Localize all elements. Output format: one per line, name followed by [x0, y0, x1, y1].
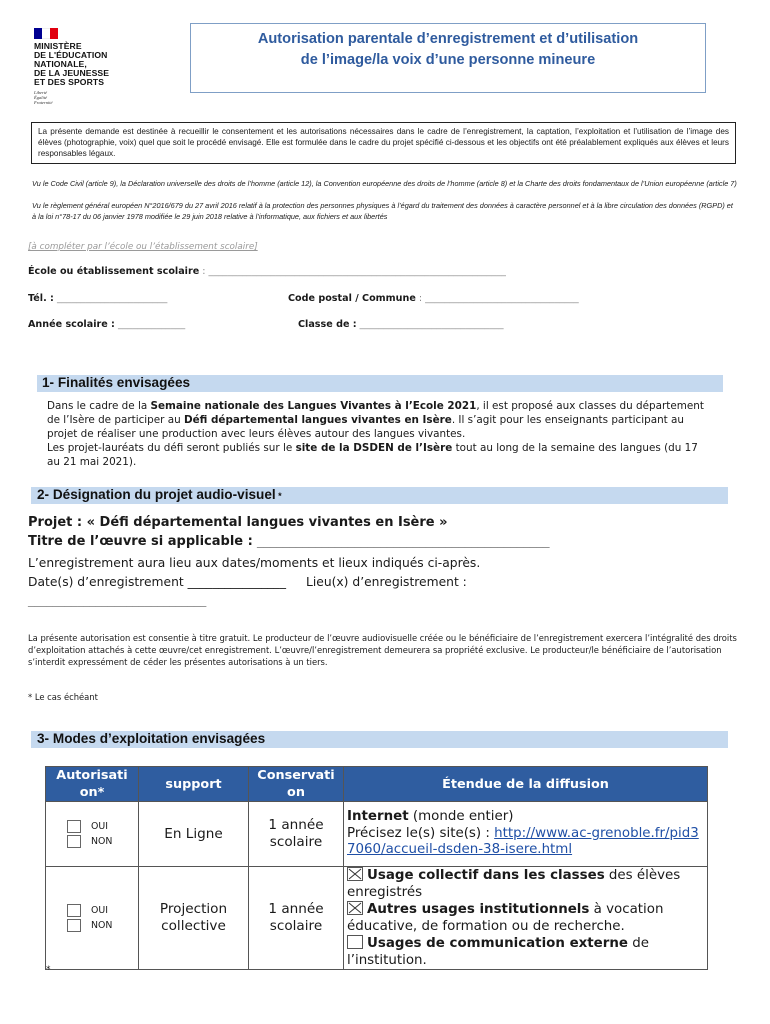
communication-externe-checkbox[interactable]: [347, 935, 363, 949]
postal-field[interactable]: [288, 293, 579, 304]
legal-ref-2-text: Vu le règlement général européen N°2016/679 du 27 avril 2016 relatif à la protection des personnes physiques à l’égard du traitement des données à caractère personnel et à la libre circulation des données (RGPD) et à la loi n°78-17 du 06 janvier 1978 modifiée le 29 juin 2018 relative à l’informatique, aux fichiers et aux libertés: [32, 201, 733, 221]
non-option-2[interactable]: NON: [46, 919, 138, 932]
school-field[interactable]: [28, 266, 506, 277]
logo-line-5: ET DES SPORTS: [34, 77, 105, 87]
recording-intro: L’enregistrement aura lieu aux dates/moments et lieux indiqués ci-après.: [28, 556, 481, 570]
non-option-1[interactable]: NON: [46, 835, 138, 848]
header-support: support: [139, 767, 249, 802]
legal-ref-1-text: Vu le Code Civil (article 9), la Déclaration universelle des droits de l’homme (article 12), la Convention européenne des droits de l’homme (article 8) et la Charte des droits fondamentaux de l’Union européenne (article 7): [32, 179, 737, 188]
autorisation-cell-2: [46, 867, 139, 970]
section2-header: [31, 487, 728, 504]
tel-field[interactable]: [28, 293, 167, 304]
ministry-logo: [34, 28, 144, 105]
logo-line-1: MINISTÈRE: [34, 41, 82, 51]
lieux-field[interactable]: Lieu(x) d’enregistrement :: [305, 575, 467, 589]
logo-line-2: DE L'ÉDUCATION: [34, 50, 108, 60]
complete-note: [à compléter par l’école ou l’établissement scolaire]: [28, 242, 258, 252]
intro-box: [31, 122, 736, 164]
oui-checkbox-1[interactable]: [67, 820, 81, 833]
conservation-2: 1 année scolaire: [249, 867, 344, 970]
dsden-site-link[interactable]: http://www.ac-grenoble.fr/pid37060/accueil-dsden-38-isere.html: [347, 825, 699, 858]
year-blank: ______________: [114, 319, 186, 330]
intro-text: La présente demande est destinée à recueillir le consentement et les autorisations nécessaires dans le cadre de l’enregistrement, la captation, l’exploitation et l’utilisation de l’image des élèves (photographie, voix) quel que soit le procédé envisagé. Elle est formulée dans le cadre du projet spécifié ci-dessous et les objectifs ont été préalablement expliqués aux élèves et leurs responsables légaux.: [38, 127, 729, 159]
postal-blank: : ________________________________: [415, 293, 579, 304]
support-en-ligne: En Ligne: [139, 802, 249, 867]
year-field[interactable]: [28, 319, 185, 330]
school-label: École ou établissement scolaire: [28, 266, 200, 277]
legal-ref-2: [32, 201, 737, 222]
section1-paragraph-1: Dans le cadre de la Semaine nationale des Langues Vivantes à l’Ecole 2021, il est proposé aux classes du département de l’Isère de participer au Défi départemental langues vivantes en Isère. Il s’agit pour les enseignants participant au projet de réaliser une production avec leurs élèves autour des langues vivantes.: [47, 400, 704, 440]
consent-paragraph: La présente autorisation est consentie à titre gratuit. Le producteur de l’œuvre audiovisuelle créée ou le bénéficiaire de l’enregistrement exercera l’intégralité des droits d’exploitation attachés à cette œuvre/cet enregistrement. L’œuvre/l’enregistrement demeurera sa propriété exclusive. Le producteur/le bénéficiaire de l’autorisation s’interdit expressément de céder les présentes autorisations à un tiers.: [28, 633, 737, 668]
consent-text: [28, 632, 748, 669]
section1-header: [37, 375, 723, 392]
work-title-blank: _____________________________________________: [252, 534, 550, 549]
section1-body: [47, 399, 707, 469]
flag-icon: [34, 28, 58, 39]
table-footnote-star: *: [46, 965, 51, 975]
non-checkbox-1[interactable]: [67, 835, 81, 848]
year-label: Année scolaire :: [28, 319, 115, 330]
class-field[interactable]: [298, 319, 504, 330]
section3-header: [31, 731, 728, 748]
class-blank: ______________________________: [356, 319, 504, 330]
motto-egalite: Égalité: [34, 95, 47, 100]
usage-collectif-checkbox[interactable]: [347, 867, 363, 881]
section1-paragraph-2: Les projet-lauréats du défi seront publiés sur le site de la DSDEN de l’Isère tout au long de la semaine des langues (du 17 au 21 mai 2021).: [47, 442, 698, 468]
recording-fields[interactable]: [28, 575, 748, 589]
tel-blank: _______________________: [53, 293, 168, 304]
non-checkbox-2[interactable]: [67, 919, 81, 932]
work-title-field[interactable]: [28, 534, 549, 549]
autorisation-cell-1: [46, 802, 139, 867]
legal-ref-1: [32, 179, 737, 190]
section1-title: 1- Finalités envisagées: [42, 375, 191, 390]
school-blank: : ______________________________________________________________: [199, 266, 506, 277]
class-label: Classe de :: [298, 319, 357, 330]
diffusion-usages: Usage collectif dans les classes des élèves enregistrés Autres usages institutionnels à vocation éducative, de formation ou de recherche. Usages de communication externe de l’institution.: [344, 867, 708, 970]
motto-fraternite: Fraternité: [34, 100, 53, 105]
project-name: Projet : « Défi départemental langues vivantes en Isère »: [28, 515, 448, 530]
oui-option-2[interactable]: OUI: [46, 904, 138, 917]
diffusion-internet: Internet (monde entier) Précisez le(s) site(s) : http://www.ac-grenoble.fr/pid37060/accueil-dsden-38-isere.html: [344, 802, 708, 867]
dates-field[interactable]: Date(s) d’enregistrement ________________: [28, 575, 286, 589]
table-row-en-ligne: [46, 802, 708, 867]
logo-line-4: DE LA JEUNESSE: [34, 68, 110, 78]
support-projection: Projection collective: [139, 867, 249, 970]
oui-option-1[interactable]: OUI: [46, 820, 138, 833]
document-title-box: [190, 23, 706, 93]
header-etendue: Étendue de la diffusion: [344, 767, 708, 802]
motto-liberte: Liberté: [34, 90, 47, 95]
header-autorisation: Autorisati on*: [46, 767, 139, 802]
lieux-blank[interactable]: _____________________________: [28, 593, 207, 607]
table-header-row: [46, 767, 708, 802]
oui-checkbox-2[interactable]: [67, 904, 81, 917]
document-title-line-1: Autorisation parentale d’enregistrement et d’utilisation: [257, 31, 639, 47]
autres-usages-checkbox[interactable]: [347, 901, 363, 915]
conservation-1: 1 année scolaire: [249, 802, 344, 867]
postal-label: Code postal / Commune: [288, 293, 416, 304]
header-conservation: Conservati on: [249, 767, 344, 802]
document-title-line-2: de l’image/la voix d’une personne mineure: [300, 52, 596, 68]
footnote-le-cas-echeant: * Le cas échéant: [28, 692, 98, 702]
tel-label: Tél. :: [28, 293, 54, 304]
section2-title: 2- Désignation du projet audio-visuel *: [37, 487, 282, 502]
exploitation-modes-table: [45, 766, 708, 970]
logo-line-3: NATIONALE,: [34, 59, 87, 69]
section3-title: 3- Modes d’exploitation envisagées: [37, 731, 266, 746]
work-title-label: Titre de l’œuvre si applicable :: [28, 534, 253, 549]
table-row-projection: [46, 867, 708, 970]
